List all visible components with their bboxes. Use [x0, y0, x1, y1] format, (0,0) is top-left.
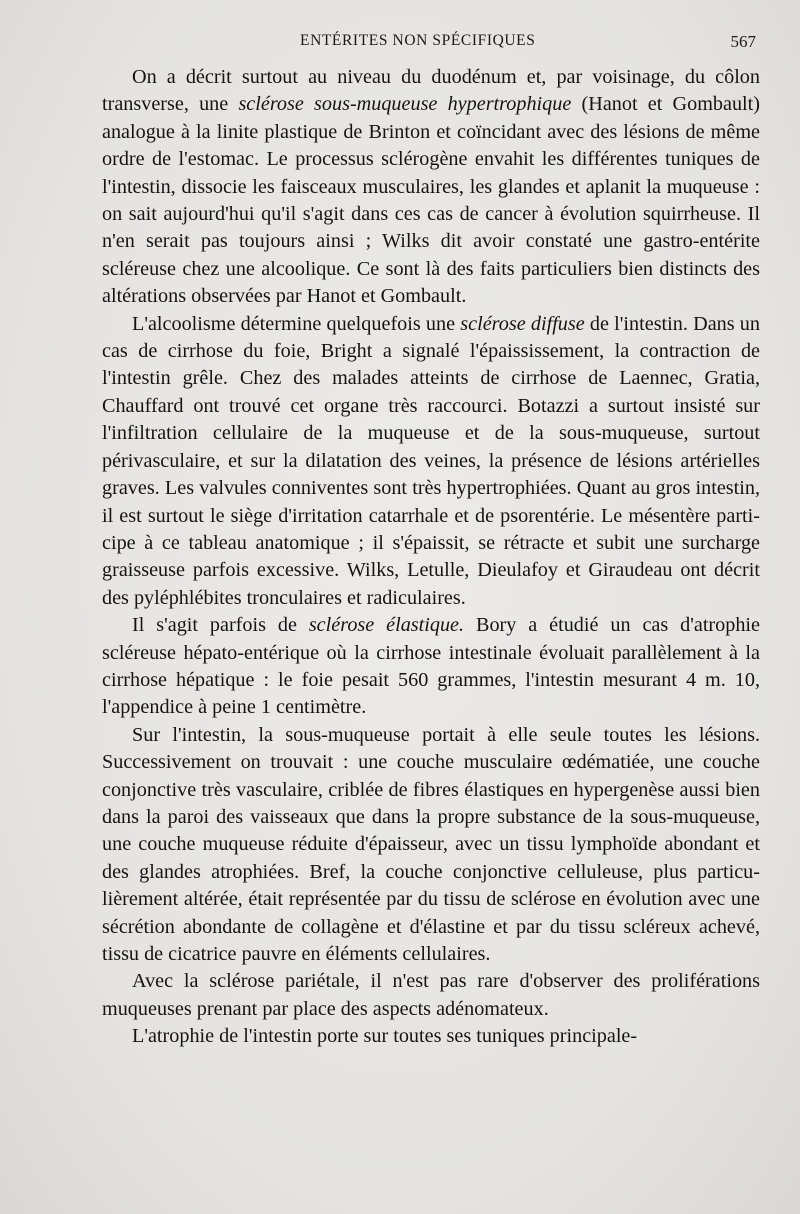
italic-run: sclérose sous-muqueuse hypertrophique	[238, 93, 572, 116]
text-run: On a décrit surtout au niveau du duodénum et, par voisinage, du côlon transverse, une	[102, 66, 760, 116]
text-run: Avec la sclérose pariétale, il n'est pas rare d'observer des proliférations muqueuses prenant par place des aspects adénomateux.	[102, 970, 760, 1020]
text-run: de l'intestin. Dans un cas de cirrhose du foie, Bright a signalé l'épaississement, la contraction de l'intestin grêle. Chez des malades atteints de cirrhose de Laennec, Gratia, Chauffard ont trouvé cet organe très raccourci. Botazzi a surtout insisté sur l'infiltration cellulaire de la muqueuse et de la sous-muqueuse, surtout périvasculaire, et sur la dilatation des veines, la présence de lésions artérielles graves. Les valvules conniventes sont très hypertrophiées. Quant au gros intestin, il est surtout le siège d'irritation catarrhale et de psorentérie. Le mésentère participe à ce tableau anatomique ; il s'épaissit, se rétracte et subit une surcharge graisseuse parfois excessive. Wilks, Letulle, Dieulafoy et Giraudeau ont décrit des pyléphlébites tronculaires et radiculaires.	[102, 312, 760, 609]
page-header	[0, 32, 800, 54]
italic-run: sclérose élastique.	[308, 614, 465, 637]
italic-run: sclérose diffuse	[460, 312, 585, 335]
page-number: 567	[730, 32, 756, 51]
text-run: (Hanot et Gombault) analogue à la linite plastique de Brinton et coïncidant avec des lésions de même ordre de l'estomac. Le processus sclérogène envahit les différentes tuniques de l'intestin, dissocie les faisceaux musculaires, les glandes et aplanit la muqueuse : on sait aujourd'hui qu'il s'agit dans ces cas de cancer à évolution squirrheuse. Il n'en serait pas toujours ainsi ; Wilks dit avoir constaté une gastro-entérite scléreuse chez une alcoolique. Ce sont là des faits particuliers bien distincts des altérations observées par Hanot et Gombault.	[102, 93, 760, 308]
running-title: ENTÉRITES NON SPÉCIFIQUES	[300, 32, 536, 49]
paragraph	[102, 612, 760, 722]
text-run: Il s'agit parfois de	[132, 614, 309, 637]
paragraph	[102, 311, 760, 612]
paragraph	[102, 64, 760, 311]
text-run: L'alcoolisme détermine quelquefois une	[132, 312, 461, 335]
text-run: Bory a étudié un cas d'atrophie scléreuse hépato-entérique où la cirrhose intestinale évoluait parallèlement à la cirrhose hépatique : le foie pesait 560 grammes, l'intestin mesurant 4 m. 10, l'appendice à peine 1 centimètre.	[102, 614, 760, 719]
paragraph	[102, 722, 760, 969]
body-text	[102, 64, 760, 1051]
paragraph	[102, 968, 760, 1023]
text-run: Sur l'intestin, la sous-muqueuse portait à elle seule toutes les lésions. Successivement on trouvait : une couche musculaire œdématiée, une couche conjonctive très vasculaire, criblée de fibres élastiques en hypergenèse aussi bien dans la paroi des vaisseaux que dans la propre substance de la sous-muqueuse, une couche muqueuse réduite d'épaisseur, avec un tissu lymphoïde abondant et des glandes atrophiées. Bref, la couche conjonctive celluleuse, plus particulièrement altérée, était représentée par du tissu de sclérose en évolution avec une sécrétion abondante de collagène et d'élastine et par du tissu scléreux achevé, tissu de cicatrice pauvre en éléments cellulaires.	[102, 723, 760, 965]
paragraph	[102, 1023, 760, 1050]
text-run: L'atrophie de l'intestin porte sur toutes ses tuniques principale-	[132, 1025, 638, 1048]
